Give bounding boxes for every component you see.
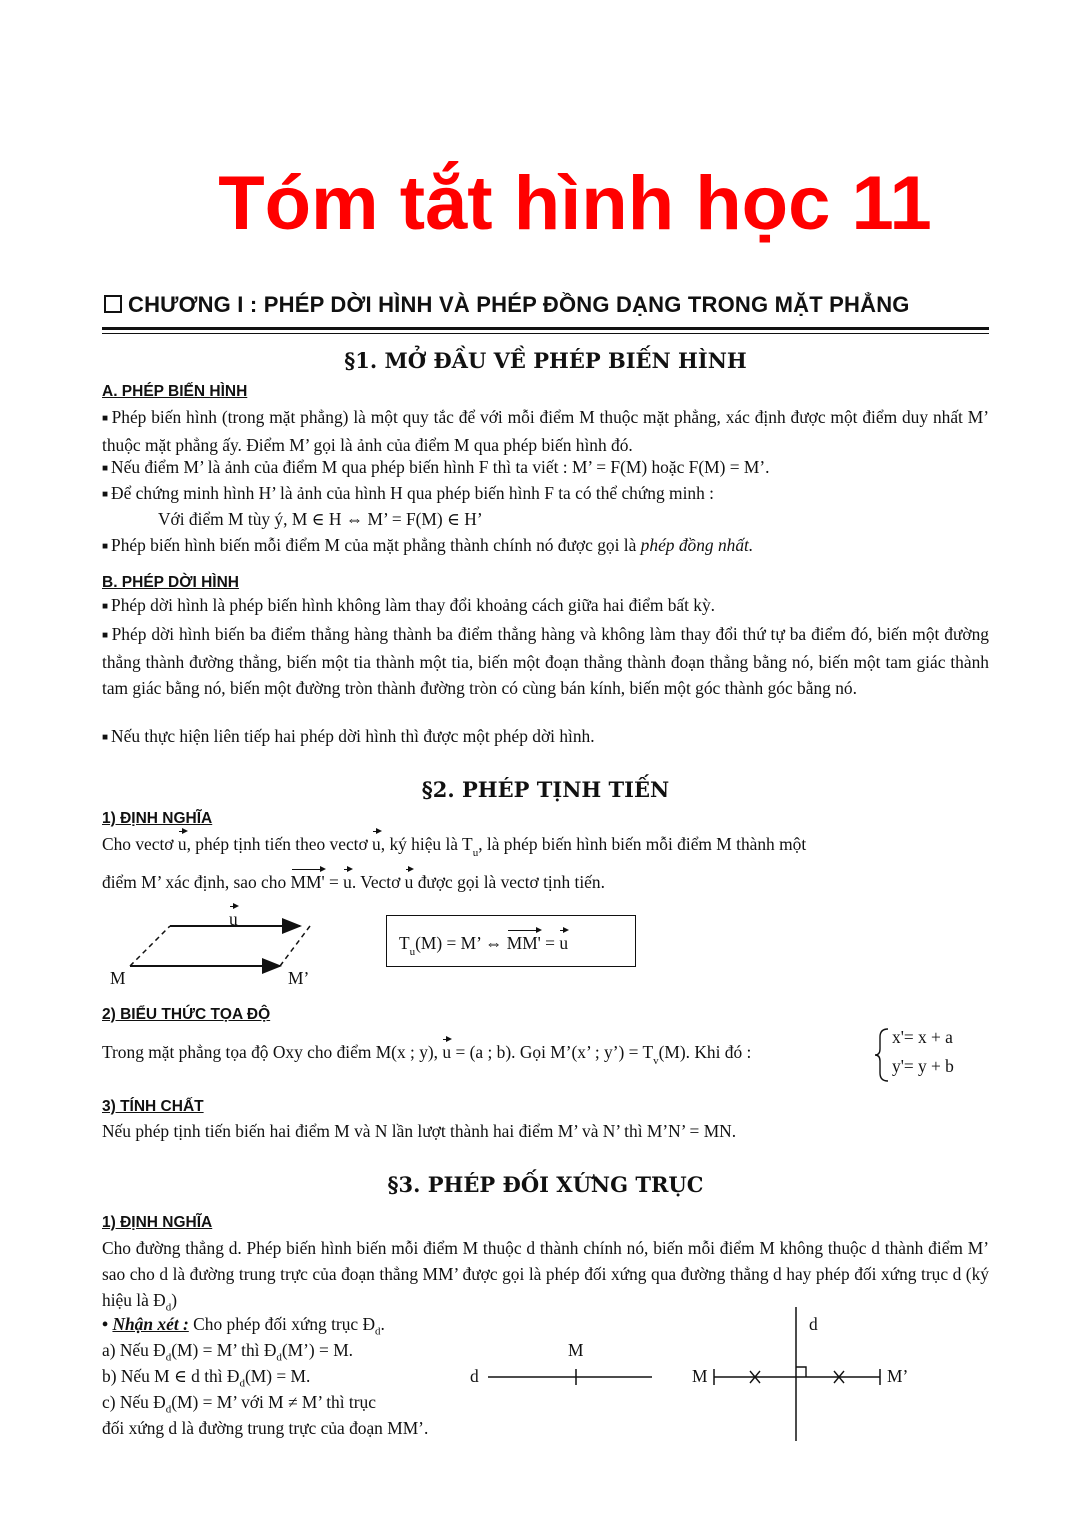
double-rule-thin [102, 333, 989, 334]
page-title: Tóm tắt hình học 11 [218, 161, 932, 246]
paragraph: ■ Phép biến hình (trong mặt phẳng) là một quy tắc để với mỗi điểm M thuộc mặt phẳng, xác định được một điểm duy nhất M’ thuộc mặt phẳng ấy. Điểm M’ gọi là ảnh của điểm M qua phép biến hình đó. [102, 407, 990, 455]
definition-paragraph: Cho đường thẳng d. Phép biến hình biến mỗi điểm M thuộc d thành chính nó, biến mỗi điểm M không thuộc d thành điểm M’ sao cho d là đường trung trực của đoạn thẳng MM’ được gọi là phép đối xứng qua đường thẳng d hay phép đối xứng trục d (ký hiệu là $Đ_d$) [102, 1238, 989, 1314]
paragraph: ■ Phép dời hình biến ba điểm thẳng hàng thành ba điểm thẳng hàng và không làm thay đổi thứ tự ba điểm đó, biến một đường thẳng thành đường thẳng, biến một tia thành một tia, biến một đoạn thẳng thành đoạn thẳng bằng nó, biến một tam giác thành tam giác bằng nó, biến một đường tròn thành đường tròn có cùng bán kính, biến một góc thành góc bằng nó. [102, 624, 989, 698]
translation-formula-box: $T_u(M) = M$’ ⇔ MM' = u [386, 915, 636, 967]
section-2-heading: §2. PHÉP TỊNH TIẾN [421, 777, 670, 802]
system-brace [874, 1027, 890, 1083]
paragraph: ■ Nếu thực hiện liên tiếp hai phép dời hình thì được một phép dời hình. [102, 726, 595, 746]
paragraph: ■ Phép dời hình là phép biến hình không làm thay đổi khoảng cách giữa hai điểm bất kỳ. [102, 595, 716, 615]
definition-title: 1) ĐỊNH NGHĨA [102, 810, 213, 827]
double-rule-thick [102, 327, 989, 330]
paragraph: ■ Để chứng minh hình H’ là ảnh của hình H qua phép biến hình F ta có thể chứng minh : [102, 483, 714, 503]
coordinate-title: 2) BIỂU THỨC TỌA ĐỘ [102, 1006, 271, 1023]
definition-title: 1) ĐỊNH NGHĨA [102, 1214, 213, 1231]
definition-line-1: Cho vectơ u, phép tịnh tiến theo vectơ u, ký hiệu là $T_u$, là phép biến hình biến mỗi điểm M thành một [102, 828, 806, 859]
figure-label-d: d [809, 1314, 818, 1334]
remark-c-line-2: đối xứng d là đường trung trực của đoạn MM’. [102, 1418, 429, 1438]
dashed-edge-right [280, 926, 310, 966]
remark-line: • Nhận xét : Cho phép đối xứng trục $Đ_d$. [102, 1314, 385, 1338]
coordinate-line: Trong mặt phẳng tọa độ Oxy cho điểm M(x ; y), u = (a ; b). Gọi M’(x’ ; y’) = $T_v(M)$. Khi đó : [102, 1036, 751, 1067]
figure-label-m: M [692, 1366, 708, 1386]
remark-b: b) Nếu M ∈ d thì $Đ_d(M) = M$. [102, 1366, 311, 1390]
figure-label-m-prime: M’ [288, 968, 310, 988]
paragraph: ■ Nếu điểm M’ là ảnh của điểm M qua phép biến hình F thì ta viết : M’ = F(M) hoặc F(M) = M’. [102, 457, 770, 477]
equation-y: y'= y + b [892, 1056, 954, 1076]
checkbox-icon [104, 295, 122, 313]
property-text: Nếu phép tịnh tiến biến hai điểm M và N lần lượt thành hai điểm M’ và N’ thì M’N’ = MN. [102, 1121, 737, 1141]
remark-a: a) Nếu $Đ_d(M) = M$’ thì $Đ_d(M’) = M$. [102, 1340, 354, 1364]
property-title: 3) TÍNH CHẤT [102, 1098, 204, 1115]
formula-line: Với điểm M tùy ý, M ∈ H ⇔ M’ = F(M) ∈ H’ [158, 509, 483, 529]
subsection-b-title: B. PHÉP DỜI HÌNH [102, 574, 239, 591]
equation-x: x'= x + a [892, 1027, 953, 1047]
remark-c: c) Nếu $Đ_d(M) = M$’ với M ≠ M’ thì trục [102, 1392, 376, 1416]
paragraph: ■ Phép biến hình biến mỗi điểm M của mặt phẳng thành chính nó được gọi là phép đồng nhất. [102, 535, 754, 555]
chapter-heading [104, 292, 910, 318]
point-on-line-figure [480, 1364, 660, 1388]
figure-label-m-prime: M’ [887, 1366, 909, 1386]
section-1-heading: §1. MỞ ĐẦU VỀ PHÉP BIẾN HÌNH [344, 348, 747, 373]
dashed-edge-left [130, 926, 170, 966]
figure-label-m: M [568, 1340, 584, 1360]
chapter-title: CHƯƠNG I : PHÉP DỜI HÌNH VÀ PHÉP ĐỒNG DẠNG TRONG MẶT PHẲNG [128, 292, 910, 317]
section-3-heading: §3. PHÉP ĐỐI XỨNG TRỤC [387, 1172, 704, 1197]
figure-label-m: M [110, 968, 126, 988]
figure-label-u: u [229, 903, 238, 930]
definition-line-2: điểm M’ xác định, sao cho MM' = u. Vectơ u được gọi là vectơ tịnh tiến. [102, 866, 605, 893]
subsection-a-title: A. PHÉP BIẾN HÌNH [102, 383, 248, 400]
figure-label-d: d [470, 1366, 479, 1386]
reflection-figure [700, 1305, 890, 1445]
